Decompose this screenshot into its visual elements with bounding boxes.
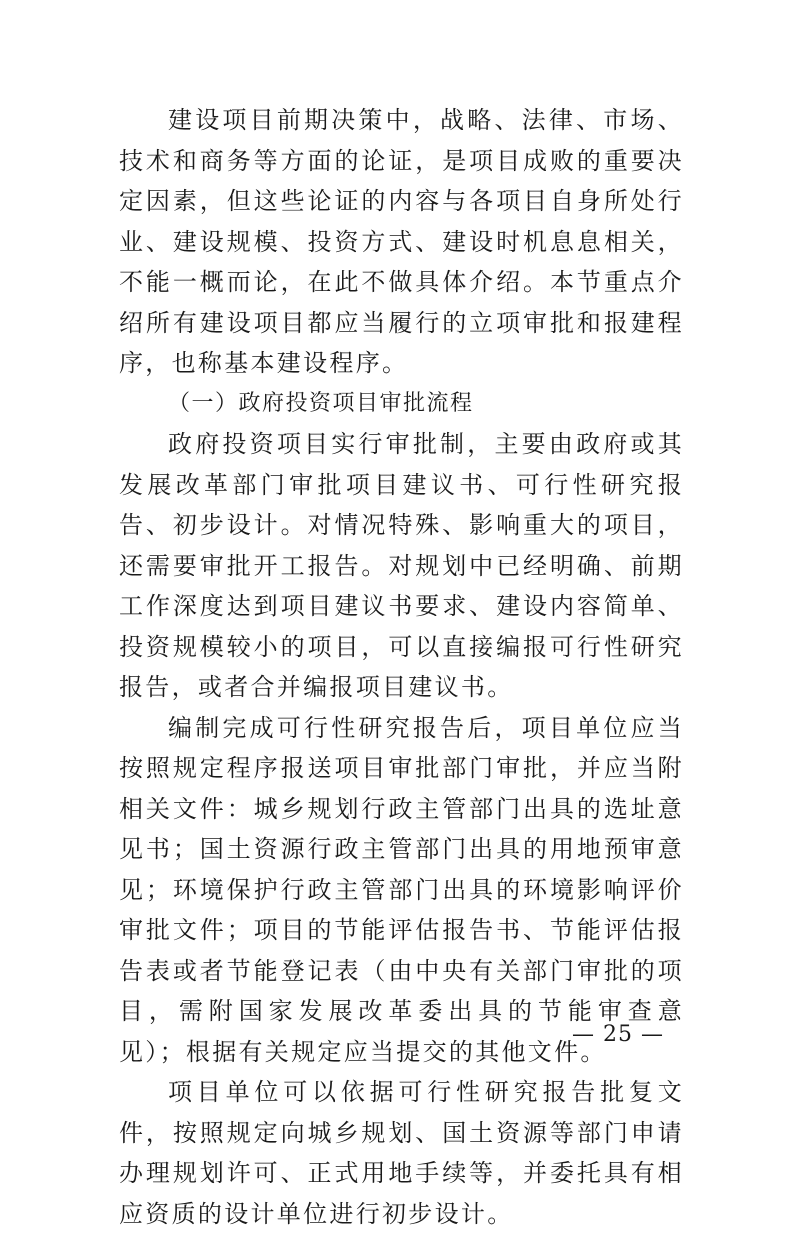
paragraph-preliminary-design: 项目单位可以依据可行性研究报告批复文件，按照规定向城乡规划、国土资源等部门申请办理规划许可、正式用地手续等，并委托具有相应资质的设计单位进行初步设计。 [119,1078,684,1228]
section-heading: （一）政府投资项目审批流程 [168,390,474,416]
paragraph-feasibility-report: 编制完成可行性研究报告后，项目单位应当按照规定程序报送项目审批部门审批，并应当附相关文件：城乡规划行政主管部门出具的选址意见书；国土资源行政主管部门出具的用地预审意见；环境保护行政主管部门出具的环境影响评价审批文件；项目的节能评估报告书、节能评估报告表或者节能登记表（由中央有关部门审批的项目，需附国家发展改革委出具的节能审查意见）；根据有关规定应当提交的其他文件。 [119,713,684,1066]
page-number: — 25 — [572,1022,664,1047]
document-body [119,100,684,1234]
paragraph-approval-system: 政府投资项目实行审批制，主要由政府或其发展改革部门审批项目建议书、可行性研究报告、初步设计。对情况特殊、影响重大的项目，还需要审批开工报告。对规划中已经明确、前期工作深度达到项目建议书要求、建设内容简单、投资规模较小的项目，可以直接编报可行性研究报告，或者合并编报项目建议书。 [119,430,684,701]
paragraph-intro: 建设项目前期决策中，战略、法律、市场、技术和商务等方面的论证，是项目成败的重要决定因素，但这些论证的内容与各项目自身所处行业、建设规模、投资方式、建设时机息息相关，不能一概而论，在此不做具体介绍。本节重点介绍所有建设项目都应当履行的立项审批和报建程序，也称基本建设程序。 [119,106,684,377]
